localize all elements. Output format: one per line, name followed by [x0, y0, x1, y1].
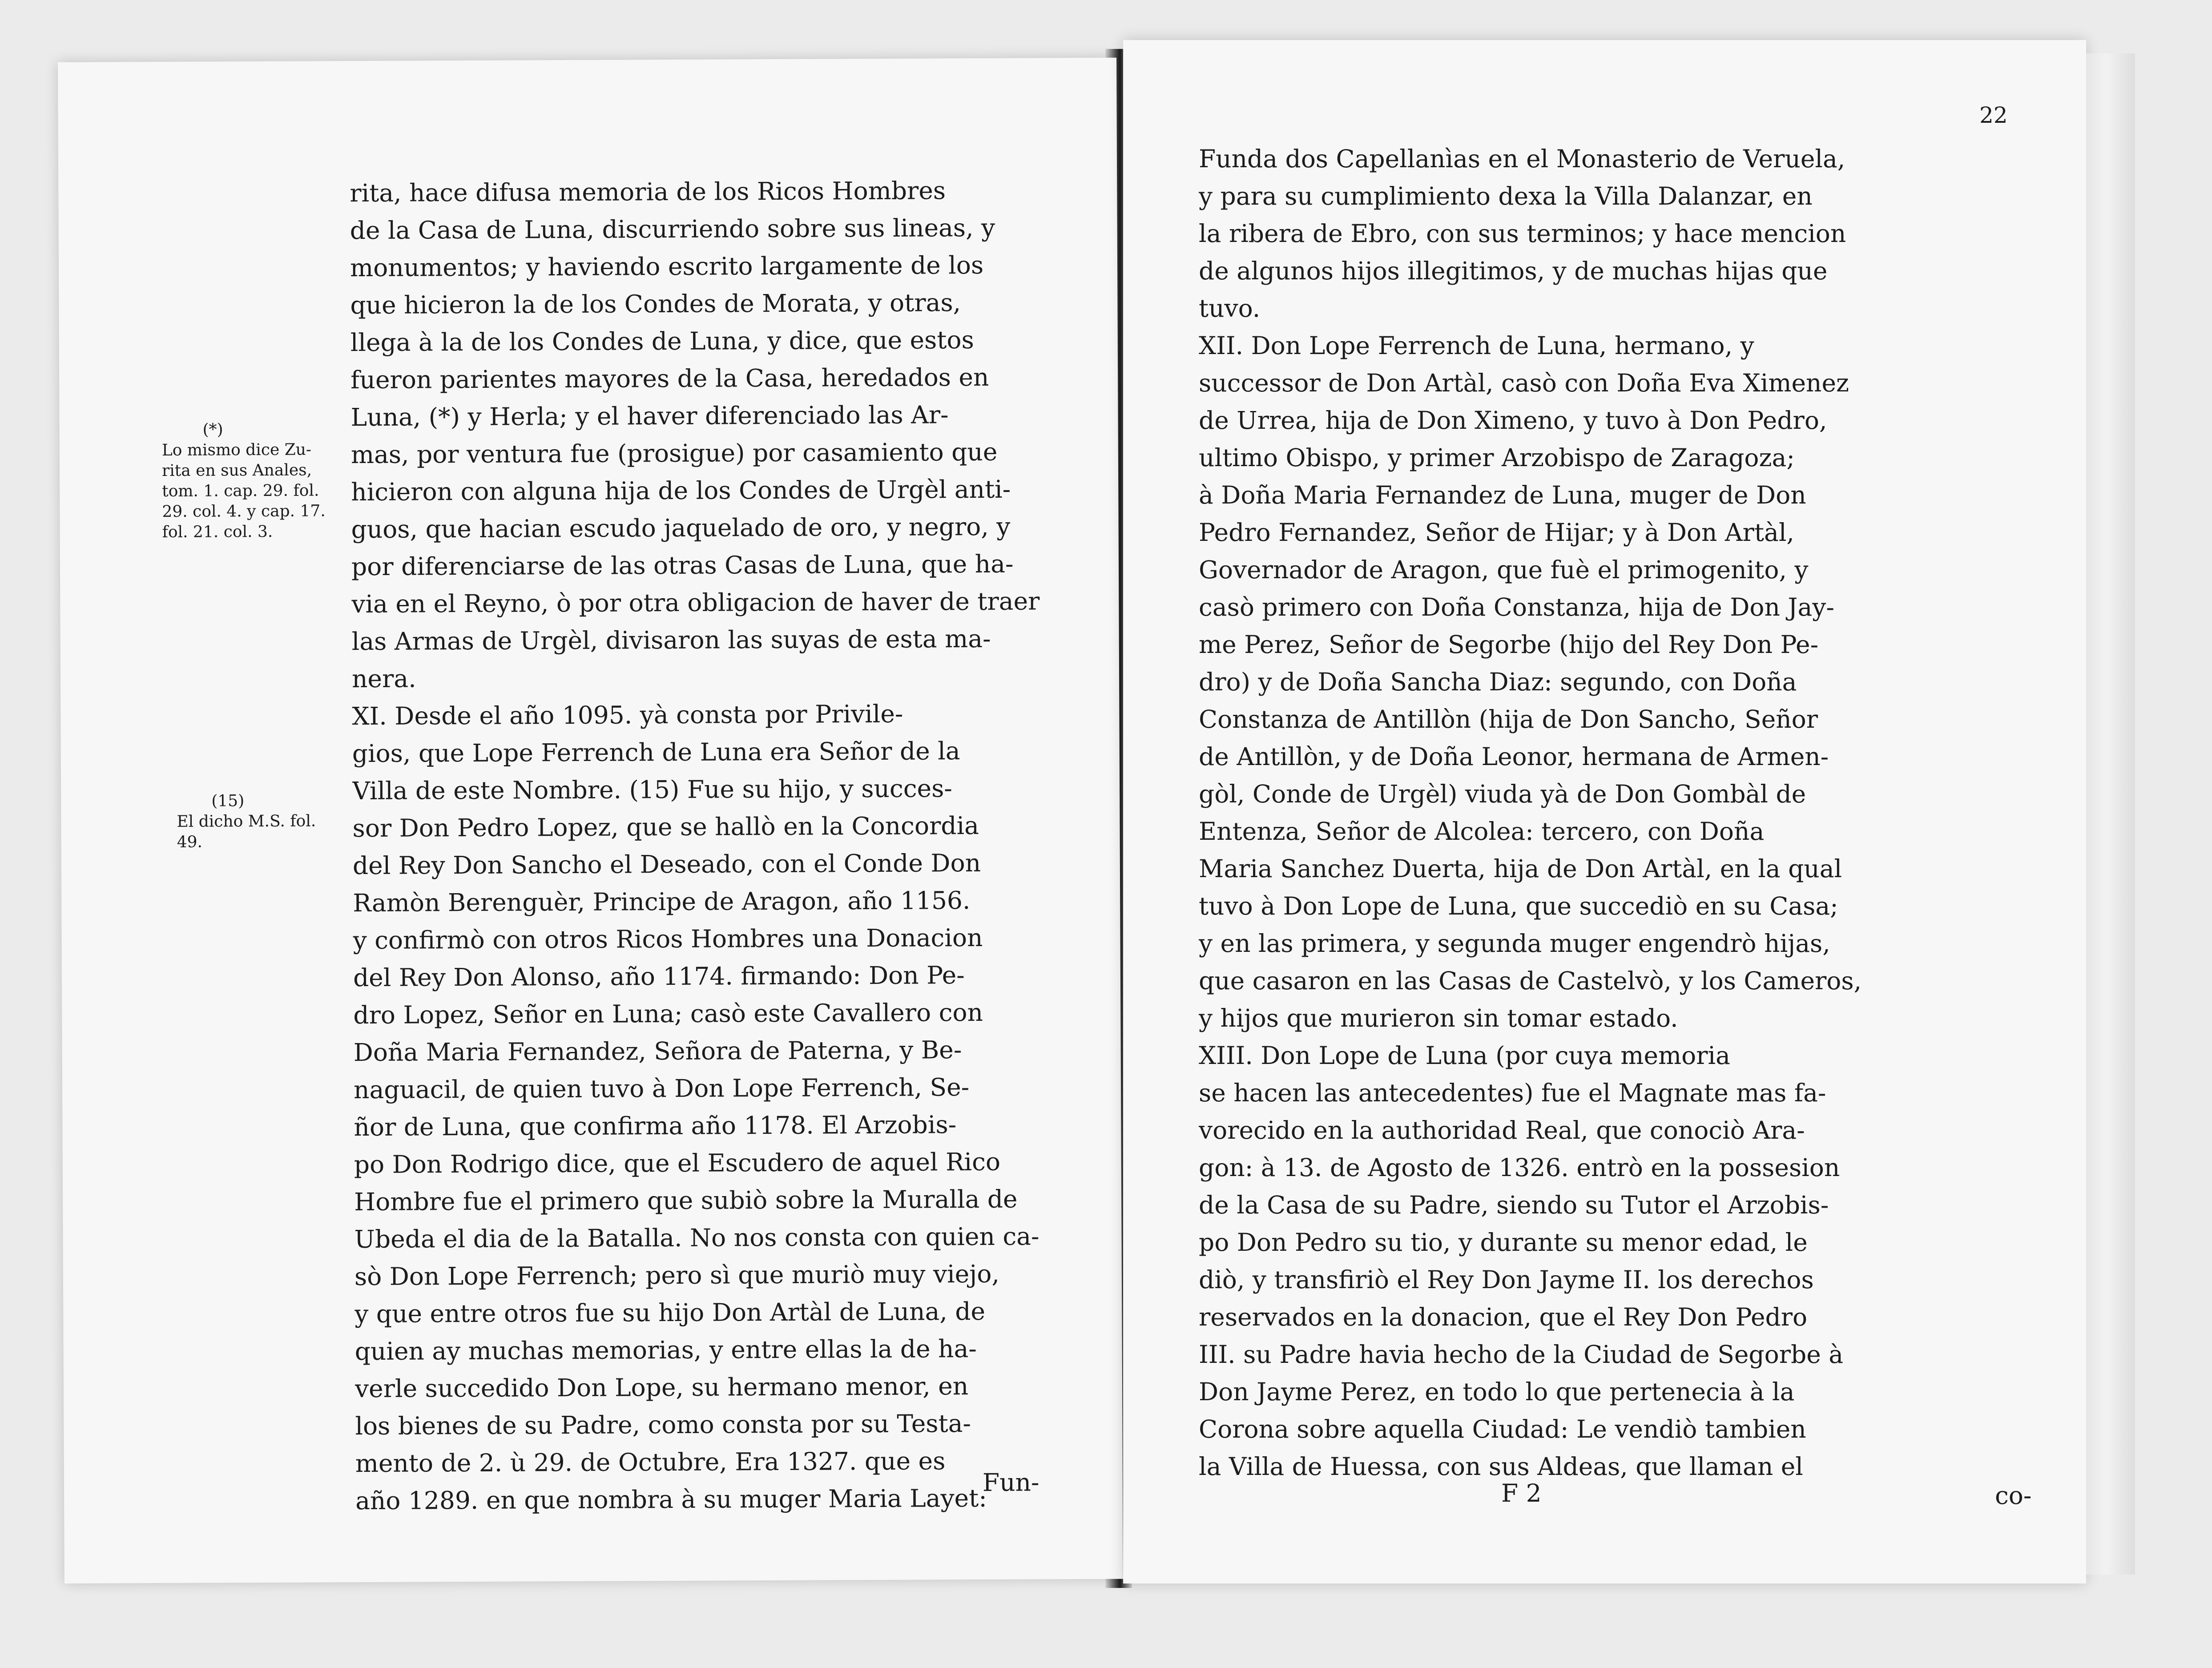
- text-line: XII. Don Lope Ferrench de Luna, hermano, y: [1199, 331, 1754, 360]
- text-line: XIII. Don Lope de Luna (por cuya memoria: [1199, 1041, 1730, 1070]
- text-line: del Rey Don Sancho el Deseado, con el Conde Don: [352, 848, 981, 880]
- left-page: [58, 58, 1123, 1583]
- text-line: gios, que Lope Ferrench de Luna era Señor de la: [352, 737, 960, 768]
- text-line: año 1289. en que nombra à su muger Maria Layet:: [355, 1483, 987, 1515]
- text-line: tuvo.: [1199, 294, 1261, 322]
- text-line: verle succedido Don Lope, su hermano menor, en: [355, 1372, 969, 1403]
- text-line: se hacen las antecedentes) fue el Magnate mas fa-: [1199, 1079, 1826, 1107]
- text-line: del Rey Don Alonso, año 1174. firmando: Don Pe-: [353, 961, 965, 992]
- text-line: quien ay muchas memorias, y entre ellas la de ha-: [355, 1334, 977, 1366]
- text-line: Don Jayme Perez, en todo lo que pertenecia à la: [1199, 1378, 1795, 1406]
- text-line: y hijos que murieron sin tomar estado.: [1199, 1004, 1678, 1032]
- text-line: Funda dos Capellanìas en el Monasterio de Veruela,: [1199, 145, 1845, 173]
- text-line: gon: à 13. de Agosto de 1326. entrò en la possesion: [1199, 1153, 1840, 1182]
- text-line: successor de Don Artàl, casò con Doña Eva Ximenez: [1199, 369, 1849, 397]
- right-page: [1123, 40, 2086, 1583]
- note-line: tom. 1. cap. 29. fol.: [162, 481, 319, 500]
- text-line: naguacil, de quien tuvo à Don Lope Ferrench, Se-: [353, 1073, 970, 1104]
- text-line: llega à la de los Condes de Luna, y dice, que estos: [350, 326, 974, 357]
- right-catchword: co-: [1995, 1481, 2032, 1510]
- text-line: Hombre fue el primero que subiò sobre la Muralla de: [354, 1185, 1018, 1217]
- text-line: por diferenciarse de las otras Casas de Luna, que ha-: [351, 549, 1014, 581]
- text-line: Governador de Aragon, que fuè el primogenito, y: [1199, 556, 1809, 584]
- text-line: reservados en la donacion, que el Rey Don Pedro: [1199, 1303, 1808, 1331]
- text-line: de Urrea, hija de Don Ximeno, y tuvo à Don Pedro,: [1199, 406, 1827, 435]
- text-line: que casaron en las Casas de Castelvò, y los Cameros,: [1199, 967, 1862, 995]
- page-number: 22: [1979, 102, 2008, 128]
- text-line: XI. Desde el año 1095. yà consta por Privile-: [352, 699, 903, 731]
- left-catchword: Fun-: [982, 1468, 1040, 1497]
- text-line: de la Casa de Luna, discurriendo sobre sus lineas, y: [350, 213, 995, 245]
- text-line: tuvo à Don Lope de Luna, que succediò en su Casa;: [1199, 892, 1838, 920]
- left-page-body-text: [350, 171, 1094, 1519]
- text-line: à Doña Maria Fernandez de Luna, muger de Don: [1199, 481, 1806, 509]
- margin-note-asterisk: [162, 419, 326, 543]
- page-edge-stack: [2086, 53, 2135, 1575]
- text-line: ñor de Luna, que confirma año 1178. El Arzobis-: [354, 1110, 957, 1142]
- text-line: los bienes de su Padre, como consta por su Testa-: [355, 1409, 971, 1441]
- signature-mark: F 2: [1501, 1479, 1542, 1507]
- note-line: Lo mismo dice Zu-: [161, 440, 312, 459]
- text-line: dro) y de Doña Sancha Diaz: segundo, con Doña: [1199, 668, 1797, 696]
- text-line: las Armas de Urgèl, divisaron las suyas de esta ma-: [351, 624, 991, 656]
- text-line: diò, y transfiriò el Rey Don Jayme II. los derechos: [1199, 1265, 1814, 1294]
- text-line: mas, por ventura fue (prosigue) por casamiento que: [351, 437, 998, 469]
- text-line: la Villa de Huessa, con sus Aldeas, que llaman el: [1199, 1452, 1803, 1481]
- text-line: monumentos; y haviendo escrito largamente de los: [350, 250, 984, 282]
- text-line: la ribera de Ebro, con sus terminos; y hace mencion: [1199, 219, 1846, 248]
- note-line: fol. 21. col. 3.: [162, 522, 273, 541]
- text-line: y en las primera, y segunda muger engendrò hijas,: [1199, 929, 1830, 958]
- margin-note-15: [177, 790, 316, 852]
- text-line: fueron parientes mayores de la Casa, heredados en: [350, 363, 989, 395]
- text-line: Pedro Fernandez, Señor de Hijar; y à Don Artàl,: [1199, 518, 1794, 547]
- text-line: Villa de este Nombre. (15) Fue su hijo, y succes-: [352, 774, 953, 806]
- text-line: de la Casa de su Padre, siendo su Tutor el Arzobis-: [1199, 1191, 1829, 1219]
- text-line: de Antillòn, y de Doña Leonor, hermana de Armen-: [1199, 742, 1829, 771]
- note-line: El dicho M.S. fol.: [177, 812, 316, 831]
- text-line: dro Lopez, Señor en Luna; casò este Cavallero con: [353, 998, 983, 1030]
- note-line: 49.: [177, 833, 203, 851]
- text-line: sò Don Lope Ferrench; pero sì que muriò muy viejo,: [354, 1259, 1000, 1291]
- text-line: y confirmò con otros Ricos Hombres una Donacion: [353, 923, 983, 955]
- text-line: Corona sobre aquella Ciudad: Le vendiò tambien: [1199, 1415, 1806, 1443]
- text-line: me Perez, Señor de Segorbe (hijo del Rey Don Pe-: [1199, 630, 1819, 659]
- text-line: casò primero con Doña Constanza, hija de Don Jay-: [1199, 593, 1834, 621]
- text-line: Doña Maria Fernandez, Señora de Paterna, y Be-: [353, 1035, 962, 1067]
- text-line: Constanza de Antillòn (hija de Don Sancho, Señor: [1199, 705, 1818, 733]
- text-line: y que entre otros fue su hijo Don Artàl de Luna, de: [355, 1297, 986, 1329]
- text-line: guos, que hacian escudo jaquelado de oro, y negro, y: [351, 512, 1011, 544]
- text-line: po Don Pedro su tio, y durante su menor edad, le: [1199, 1228, 1808, 1257]
- text-line: nera.: [351, 664, 416, 693]
- note-line: rita en sus Anales,: [161, 461, 312, 480]
- text-line: ultimo Obispo, y primer Arzobispo de Zaragoza;: [1199, 443, 1795, 472]
- text-line: po Don Rodrigo dice, que el Escudero de aquel Rico: [354, 1147, 1001, 1179]
- text-line: Luna, (*) y Herla; y el haver diferenciado las Ar-: [351, 400, 949, 432]
- text-line: y para su cumplimiento dexa la Villa Dalanzar, en: [1199, 182, 1813, 210]
- text-line: sor Don Pedro Lopez, que se hallò en la Concordia: [352, 811, 979, 843]
- text-line: Ubeda el dia de la Batalla. No nos consta con quien ca-: [354, 1222, 1040, 1254]
- text-line: que hicieron la de los Condes de Morata, y otras,: [350, 288, 961, 320]
- text-line: Ramòn Berenguèr, Principe de Aragon, año 1156.: [353, 886, 971, 918]
- text-line: hicieron con alguna hija de los Condes de Urgèl anti-: [351, 475, 1011, 507]
- text-line: III. su Padre havia hecho de la Ciudad de Segorbe à: [1199, 1340, 1844, 1369]
- text-line: Entenza, Señor de Alcolea: tercero, con Doña: [1199, 817, 1765, 846]
- note-marker: (15): [211, 792, 245, 810]
- text-line: rita, hace difusa memoria de los Ricos Hombres: [350, 176, 946, 208]
- text-line: de algunos hijos illegitimos, y de muchas hijas que: [1199, 257, 1828, 285]
- note-line: 29. col. 4. y cap. 17.: [162, 502, 326, 521]
- note-marker: (*): [202, 420, 223, 439]
- right-page-body-text: [1199, 140, 2042, 1485]
- text-line: Maria Sanchez Duerta, hija de Don Artàl, en la qual: [1199, 854, 1842, 883]
- text-line: mento de 2. ù 29. de Octubre, Era 1327. que es: [355, 1446, 946, 1478]
- text-line: vorecido en la authoridad Real, que conociò Ara-: [1199, 1116, 1805, 1144]
- text-line: gòl, Conde de Urgèl) viuda yà de Don Gombàl de: [1199, 780, 1806, 808]
- text-line: via en el Reyno, ò por otra obligacion de haver de traer: [351, 587, 1040, 619]
